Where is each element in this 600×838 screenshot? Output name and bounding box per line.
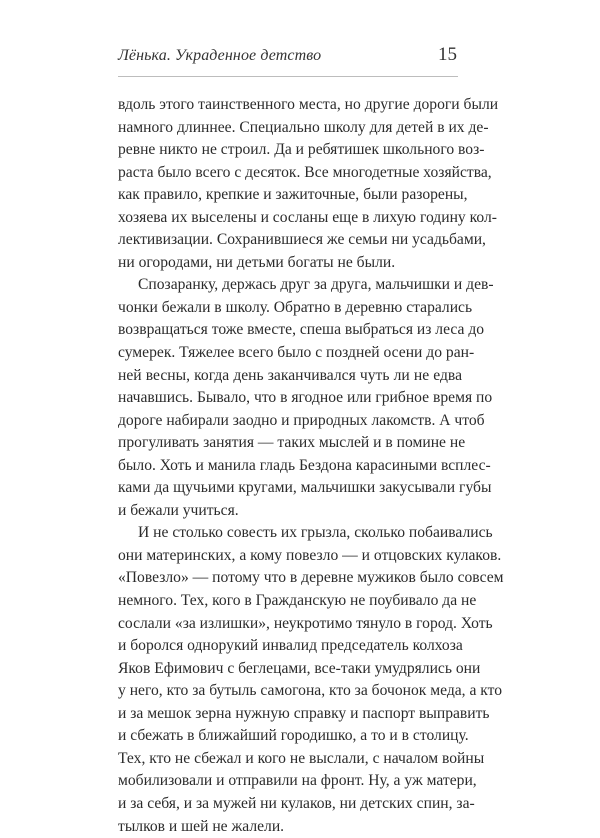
text-line: хозяева их выселены и сосланы еще в лихую годину кол-	[118, 207, 462, 230]
text-line: тылков и шей не жалели.	[118, 816, 462, 838]
text-line: немного. Тех, кого в Гражданскую не поубивало да не	[118, 590, 462, 613]
text-line: было. Хоть и манила гладь Бездона карасиными всплес-	[118, 455, 462, 478]
text-line: и за мешок зерна нужную справку и паспорт выправить	[118, 703, 462, 726]
text-line: у него, кто за бутыль самогона, кто за бочонок меда, а кто	[118, 680, 462, 703]
page-number: 15	[438, 44, 457, 66]
text-line: и сбежать в ближайший городишко, а то и в столицу.	[118, 725, 462, 748]
text-line: Спозаранку, держась друг за друга, мальчишки и дев-	[118, 274, 462, 297]
text-line: чонки бежали в школу. Обратно в деревню старались	[118, 297, 462, 320]
header-rule	[118, 76, 458, 77]
text-line: ревне никто не строил. Да и ребятишек школьного воз-	[118, 139, 462, 162]
text-line: сумерек. Тяжелее всего было с поздней осени до ран-	[118, 342, 462, 365]
body-text	[118, 94, 462, 838]
text-line: они материнских, а кому повезло — и отцовских кулаков.	[118, 545, 462, 568]
text-line: как правило, крепкие и зажиточные, были разорены,	[118, 184, 462, 207]
text-line: мобилизовали и отправили на фронт. Ну, а уж матери,	[118, 770, 462, 793]
text-line: дороге набирали заодно и природных лакомств. А чтоб	[118, 410, 462, 433]
text-line: ни огородами, ни детьми богаты не были.	[118, 252, 462, 275]
text-line: сослали «за излишки», неукротимо тянуло в город. Хоть	[118, 613, 462, 636]
text-line: ками да щучьими кругами, мальчишки закусывали губы	[118, 477, 462, 500]
text-line: и бежали учиться.	[118, 500, 462, 523]
text-line: прогуливать занятия — таких мыслей и в помине не	[118, 432, 462, 455]
text-line: и боролся однорукий инвалид председатель колхоза	[118, 635, 462, 658]
text-line: начавшись. Бывало, что в ягодное или грибное время по	[118, 387, 462, 410]
text-line: Тех, кто не сбежал и кого не выслали, с началом войны	[118, 748, 462, 771]
text-line: и за себя, и за мужей ни кулаков, ни детских спин, за-	[118, 793, 462, 816]
text-line: Яков Ефимович с беглецами, все-таки умудрялись они	[118, 658, 462, 681]
text-line: раста было всего с десяток. Все многодетные хозяйства,	[118, 162, 462, 185]
text-line: возвращаться тоже вместе, спеша выбраться из леса до	[118, 319, 462, 342]
text-line: И не столько совесть их грызла, сколько побаивались	[118, 522, 462, 545]
text-line: ней весны, когда день заканчивался чуть ли не едва	[118, 365, 462, 388]
running-title: Лёнька. Украденное детство	[118, 47, 321, 65]
text-line: «Повезло» — потому что в деревне мужиков было совсем	[118, 567, 462, 590]
text-line: намного длиннее. Специально школу для детей в их де-	[118, 117, 462, 140]
text-line: лективизации. Сохранившиеся же семьи ни усадьбами,	[118, 229, 462, 252]
text-line: вдоль этого таинственного места, но другие дороги были	[118, 94, 462, 117]
